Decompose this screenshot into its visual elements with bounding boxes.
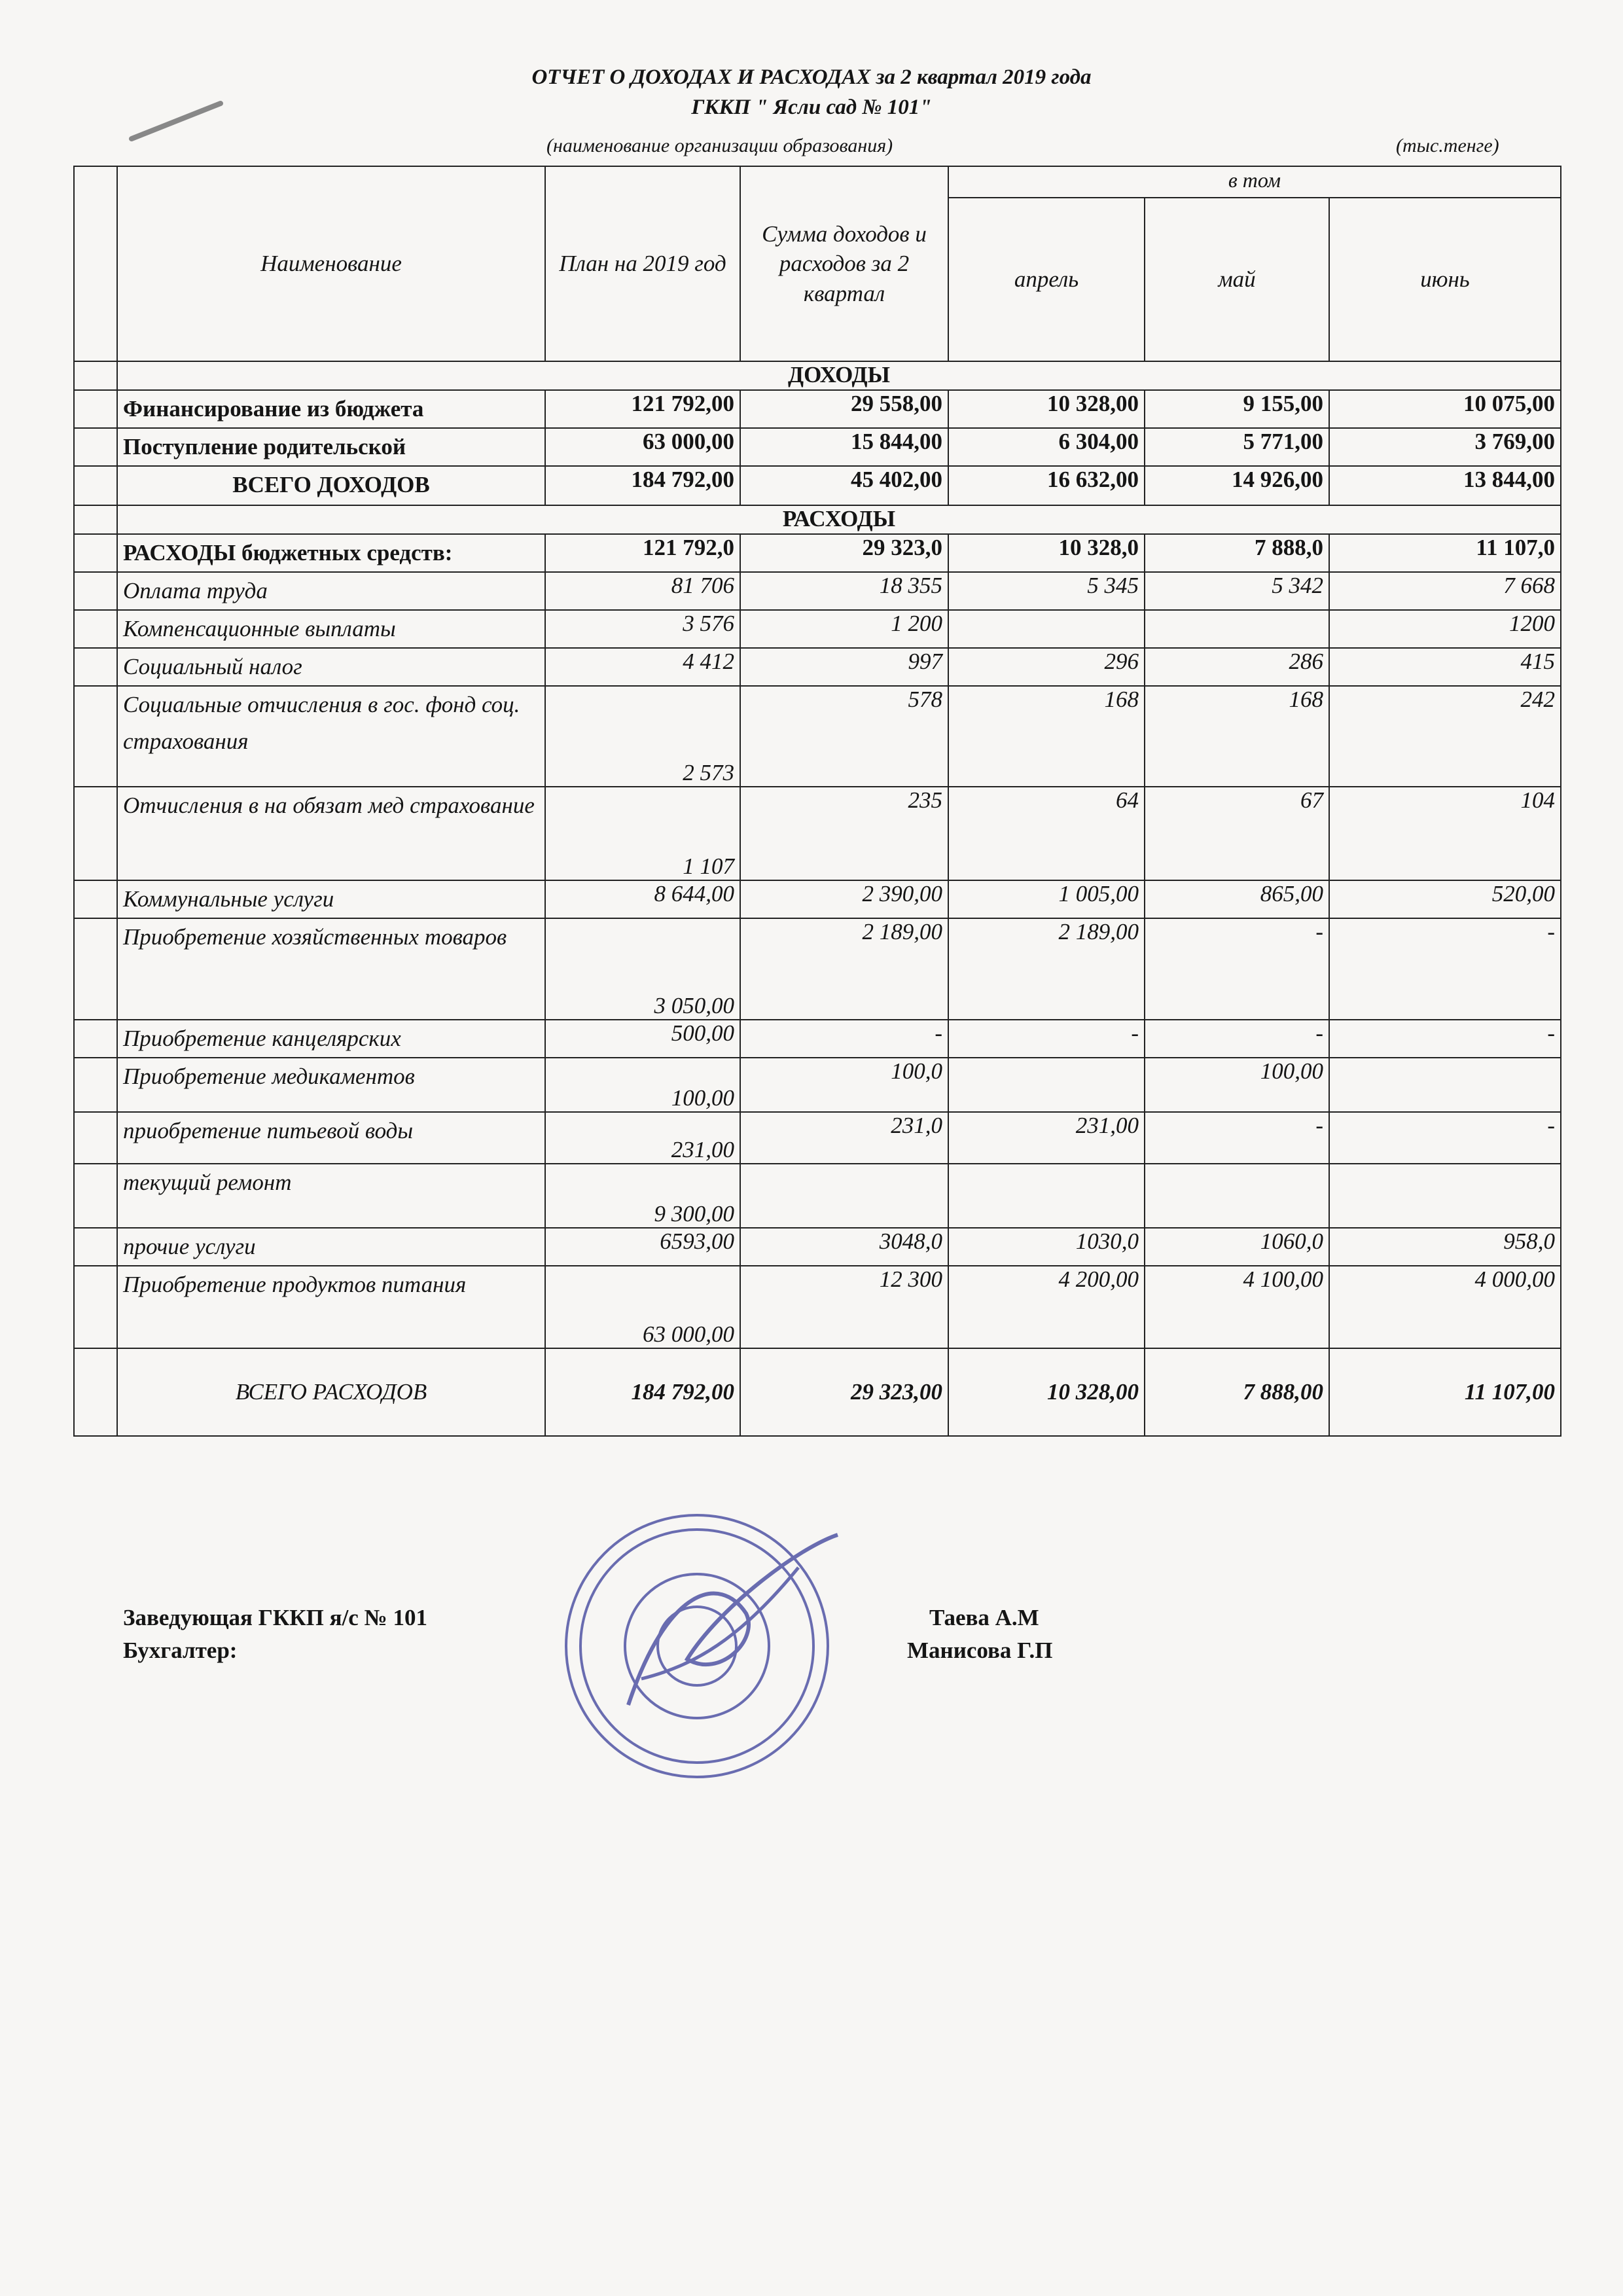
row-name-cell: РАСХОДЫ бюджетных средств: (117, 534, 545, 572)
cell-apr: 296 (948, 648, 1145, 686)
row-index-cell (74, 1058, 117, 1112)
row-name-cell: Компенсационные выплаты (117, 610, 545, 648)
cell-apr: 10 328,0 (948, 534, 1145, 572)
row-index-cell (74, 610, 117, 648)
cell-sum: 18 355 (740, 572, 948, 610)
cell-may: 5 342 (1145, 572, 1329, 610)
row-index-cell (74, 1164, 117, 1228)
table-row (74, 787, 1561, 880)
row-index-cell (74, 466, 117, 505)
director-name: Таева А.М (929, 1605, 1039, 1630)
row-index-cell (74, 787, 117, 880)
accountant-name: Манисова Г.П (907, 1638, 1053, 1663)
cell-apr: 2 189,00 (948, 918, 1145, 1020)
cell-jun: - (1329, 1020, 1561, 1058)
cell-plan: 4 412 (545, 648, 740, 686)
cell-sum: 15 844,00 (740, 428, 948, 466)
cell-plan: 81 706 (545, 572, 740, 610)
row-name-cell: Приобретение хозяйственных товаров (117, 918, 545, 1020)
table-row (74, 1112, 1561, 1164)
table-row (74, 466, 1561, 505)
table-row (74, 1164, 1561, 1228)
cell-sum: 29 323,0 (740, 534, 948, 572)
row-index-cell (74, 428, 117, 466)
table-row (74, 880, 1561, 918)
director-role: Заведующая ГККП я/с № 101 (123, 1605, 427, 1630)
cell-plan: 500,00 (545, 1020, 740, 1058)
income-expense-table (73, 166, 1561, 1437)
cell-plan: 63 000,00 (545, 1266, 740, 1348)
row-name-cell: ВСЕГО РАСХОДОВ (117, 1348, 545, 1436)
row-index-cell (74, 572, 117, 610)
row-index-cell (74, 1112, 117, 1164)
table-row (74, 1228, 1561, 1266)
row-index-cell (74, 648, 117, 686)
cell-may: 168 (1145, 686, 1329, 787)
cell-sum: 997 (740, 648, 948, 686)
table-row (74, 686, 1561, 787)
row-name-cell: Отчисления в на обязат мед страхование (117, 787, 545, 880)
cell-may: 100,00 (1145, 1058, 1329, 1112)
cell-apr: 231,00 (948, 1112, 1145, 1164)
cell-plan: 6593,00 (545, 1228, 740, 1266)
report-title: ОТЧЕТ О ДОХОДАХ И РАСХОДАХ за 2 квартал 2019 года (531, 65, 1092, 89)
cell-may: 1060,0 (1145, 1228, 1329, 1266)
row-name-cell: прочие услуги (117, 1228, 545, 1266)
organization-name: ГККП " Ясли сад № 101" (691, 96, 932, 119)
cell-jun: 11 107,0 (1329, 534, 1561, 572)
cell-may: 7 888,00 (1145, 1348, 1329, 1436)
cell-may: 67 (1145, 787, 1329, 880)
cell-plan: 63 000,00 (545, 428, 740, 466)
cell-plan: 2 573 (545, 686, 740, 787)
cell-apr (948, 1164, 1145, 1228)
cell-plan: 184 792,00 (545, 1348, 740, 1436)
cell-apr: 5 345 (948, 572, 1145, 610)
cell-plan: 100,00 (545, 1058, 740, 1112)
cell-apr: - (948, 1020, 1145, 1058)
cell-sum: - (740, 1020, 948, 1058)
row-name-cell: ВСЕГО ДОХОДОВ (117, 466, 545, 505)
cell-plan: 121 792,0 (545, 534, 740, 572)
cell-jun: 242 (1329, 686, 1561, 787)
cell-may: 4 100,00 (1145, 1266, 1329, 1348)
table-row (74, 534, 1561, 572)
row-name-cell: приобретение питьевой воды (117, 1112, 545, 1164)
cell-apr: 10 328,00 (948, 1348, 1145, 1436)
cell-may: 286 (1145, 648, 1329, 686)
cell-apr: 16 632,00 (948, 466, 1145, 505)
row-index-cell (74, 1266, 117, 1348)
row-name-cell: Оплата труда (117, 572, 545, 610)
expense-section-header: РАСХОДЫ (117, 505, 1561, 534)
cell-jun (1329, 1058, 1561, 1112)
cell-jun: 415 (1329, 648, 1561, 686)
may-header: май (1145, 198, 1329, 361)
table-row (74, 918, 1561, 1020)
cell-sum: 45 402,00 (740, 466, 948, 505)
june-header: июнь (1329, 198, 1561, 361)
units-note: (тыс.тенге) (1396, 135, 1499, 156)
table-row (74, 610, 1561, 648)
organization-stamp (524, 1509, 903, 1784)
cell-may (1145, 610, 1329, 648)
row-index-cell (74, 1348, 117, 1436)
row-name-cell: текущий ремонт (117, 1164, 545, 1228)
cell-plan: 121 792,00 (545, 390, 740, 428)
plan-header: План на 2019 год (545, 166, 740, 361)
name-header: Наименование (117, 166, 545, 361)
cell-jun: 520,00 (1329, 880, 1561, 918)
cell-sum: 235 (740, 787, 948, 880)
table-row (74, 1348, 1561, 1436)
cell-may: 865,00 (1145, 880, 1329, 918)
cell-plan: 3 576 (545, 610, 740, 648)
cell-apr: 1030,0 (948, 1228, 1145, 1266)
cell-sum: 2 189,00 (740, 918, 948, 1020)
months-group-header: в том (948, 166, 1561, 198)
cell-may: 9 155,00 (1145, 390, 1329, 428)
cell-sum: 100,0 (740, 1058, 948, 1112)
cell-apr (948, 1058, 1145, 1112)
cell-plan: 9 300,00 (545, 1164, 740, 1228)
cell-plan: 231,00 (545, 1112, 740, 1164)
cell-may: 5 771,00 (1145, 428, 1329, 466)
income-section-header: ДОХОДЫ (117, 361, 1561, 390)
cell-jun: 7 668 (1329, 572, 1561, 610)
row-name-cell: Поступление родительской (117, 428, 545, 466)
cell-jun: - (1329, 1112, 1561, 1164)
row-name-cell: Приобретение канцелярских (117, 1020, 545, 1058)
cell-apr (948, 610, 1145, 648)
cell-sum: 231,0 (740, 1112, 948, 1164)
cell-sum: 1 200 (740, 610, 948, 648)
cell-apr: 64 (948, 787, 1145, 880)
cell-may: - (1145, 1112, 1329, 1164)
cell-jun: 4 000,00 (1329, 1266, 1561, 1348)
row-index-cell (74, 880, 117, 918)
row-index-cell (74, 1228, 117, 1266)
cell-sum: 2 390,00 (740, 880, 948, 918)
section-index-cell (74, 361, 117, 390)
cell-jun: 10 075,00 (1329, 390, 1561, 428)
cell-may: 14 926,00 (1145, 466, 1329, 505)
table-row (74, 1020, 1561, 1058)
cell-plan: 8 644,00 (545, 880, 740, 918)
table-row (74, 572, 1561, 610)
cell-sum: 12 300 (740, 1266, 948, 1348)
cell-jun: 11 107,00 (1329, 1348, 1561, 1436)
cell-sum: 29 558,00 (740, 390, 948, 428)
cell-jun (1329, 1164, 1561, 1228)
april-header: апрель (948, 198, 1145, 361)
sum-header: Сумма доходов и расходов за 2 квартал (740, 166, 948, 361)
cell-sum: 29 323,00 (740, 1348, 948, 1436)
cell-jun: 3 769,00 (1329, 428, 1561, 466)
section-index-cell (74, 505, 117, 534)
cell-apr: 1 005,00 (948, 880, 1145, 918)
cell-may: - (1145, 1020, 1329, 1058)
cell-jun: 104 (1329, 787, 1561, 880)
cell-jun: 13 844,00 (1329, 466, 1561, 505)
pen-mark (128, 98, 226, 144)
cell-apr: 10 328,00 (948, 390, 1145, 428)
cell-may (1145, 1164, 1329, 1228)
row-index-cell (74, 534, 117, 572)
cell-sum (740, 1164, 948, 1228)
cell-sum: 578 (740, 686, 948, 787)
row-name-cell: Финансирование из бюджета (117, 390, 545, 428)
cell-plan: 184 792,00 (545, 466, 740, 505)
table-row (74, 1266, 1561, 1348)
table-row (74, 390, 1561, 428)
organization-caption: (наименование организации образования) (546, 135, 893, 156)
row-name-cell: Приобретение продуктов питания (117, 1266, 545, 1348)
row-index-cell (74, 686, 117, 787)
cell-may: 7 888,0 (1145, 534, 1329, 572)
accountant-role: Бухгалтер: (123, 1638, 238, 1663)
table-row (74, 1058, 1561, 1112)
cell-plan: 1 107 (545, 787, 740, 880)
cell-apr: 6 304,00 (948, 428, 1145, 466)
cell-plan: 3 050,00 (545, 918, 740, 1020)
row-name-cell: Социальные отчисления в гос. фонд соц. страхования (117, 686, 545, 787)
row-name-cell: Социальный налог (117, 648, 545, 686)
cell-apr: 4 200,00 (948, 1266, 1145, 1348)
row-index-cell (74, 390, 117, 428)
table-row (74, 428, 1561, 466)
row-index-cell (74, 1020, 117, 1058)
row-name-cell: Коммунальные услуги (117, 880, 545, 918)
row-name-cell: Приобретение медикаментов (117, 1058, 545, 1112)
row-index-cell (74, 918, 117, 1020)
cell-apr: 168 (948, 686, 1145, 787)
cell-may: - (1145, 918, 1329, 1020)
cell-jun: 1200 (1329, 610, 1561, 648)
table-row (74, 648, 1561, 686)
cell-sum: 3048,0 (740, 1228, 948, 1266)
cell-jun: - (1329, 918, 1561, 1020)
row-index-header (74, 166, 117, 361)
cell-jun: 958,0 (1329, 1228, 1561, 1266)
